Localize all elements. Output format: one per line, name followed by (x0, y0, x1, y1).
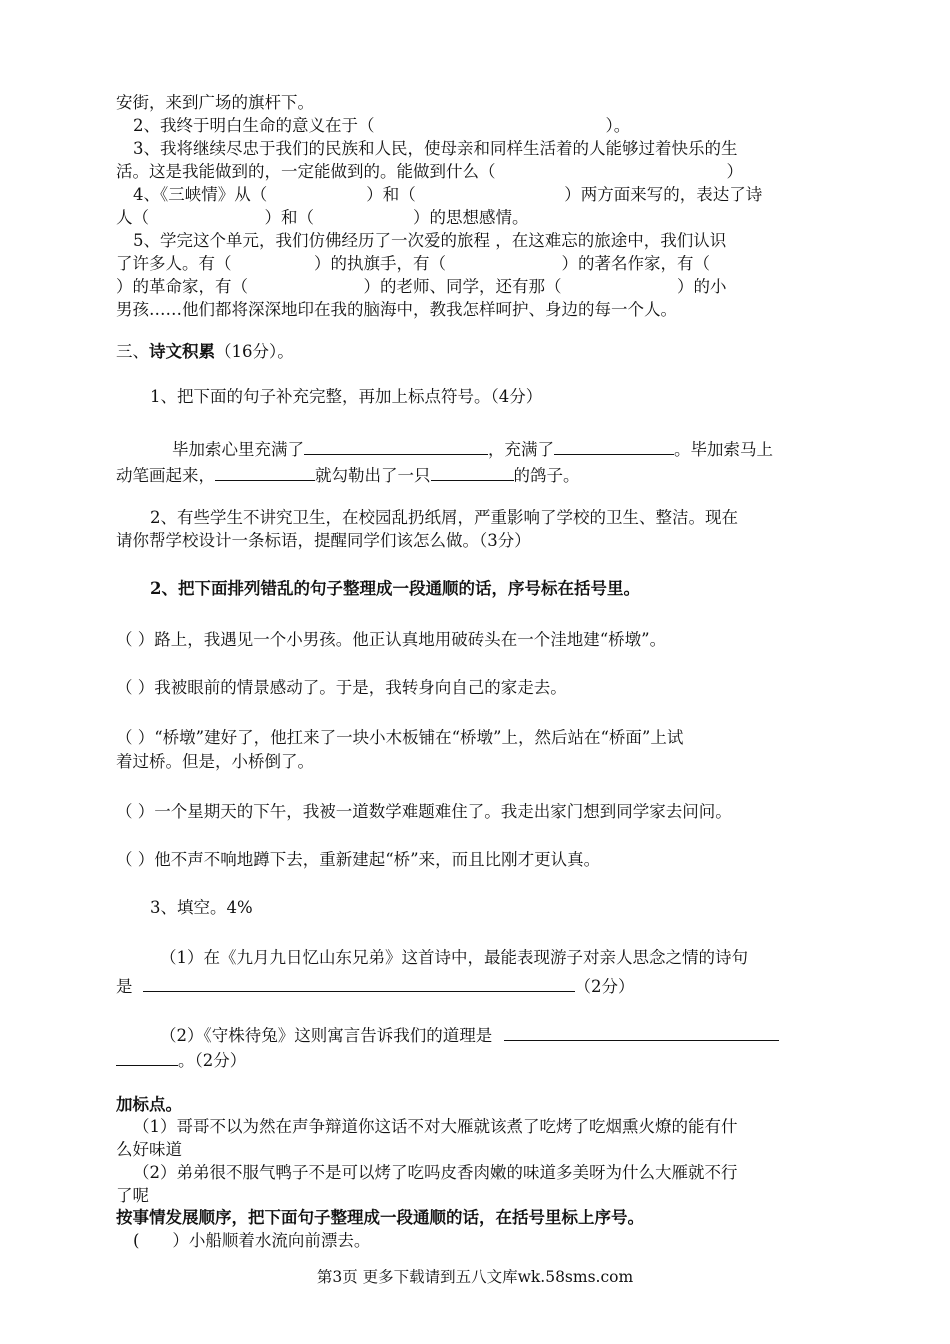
text-line: 安街，来到广场的旗杆下。 (116, 93, 314, 112)
page-footer: 第3页 更多下载请到五八文库wk.58sms.com (316, 1268, 634, 1286)
text-line: 请你帮学校设计一条标语，提醒同学们该怎么做。（3分） (116, 531, 531, 550)
text-line: 了呢 (116, 1186, 149, 1205)
fill-text: 是 (116, 977, 133, 996)
text-line: ）的革命家，有（ ）的老师、同学，还有那（ ）的小 (116, 277, 727, 296)
heading-score: （16分）。 (215, 342, 294, 361)
text-line: 男孩……他们都将深深地印在我的脑海中，教我怎样呵护、身边的每一个人。 (116, 300, 677, 319)
question-3-1: 1、把下面的句子补充完整，再加上标点符号。（4分） (150, 387, 543, 406)
order-sentence: ( ）小船顺着水流向前漂去。 (133, 1231, 371, 1250)
fill-text: （2）《守株待兔》这则寓言告诉我们的道理是 (160, 1026, 493, 1045)
text-line: 人（ ）和（ ）的思想感情。 (116, 208, 529, 227)
fill-text: 。毕加索马上 (674, 440, 773, 459)
fill-line (116, 1047, 246, 1072)
blank-3[interactable] (215, 462, 315, 481)
fill-line (116, 973, 635, 998)
fill-sentence (172, 436, 773, 461)
fill-sentence (116, 462, 580, 487)
question-2-2: 2、我终于明白生命的意义在于（ ）。 (133, 116, 631, 135)
heading-number: 三、 (116, 342, 149, 361)
order-sentence: （ ）我被眼前的情景感动了。于是，我转身向自己的家走去。 (116, 678, 567, 697)
fill-text: ，充满了 (488, 440, 554, 459)
text-line: 么好味道 (116, 1140, 182, 1159)
order-sentence: （ ）他不声不响地蹲下去，重新建起“桥”来，而且比刚才更认真。 (116, 850, 601, 869)
fill-text: 毕加索心里充满了 (172, 440, 304, 459)
question-3-2b: 2、把下面排列错乱的句子整理成一段通顺的话，序号标在括号里。 (150, 579, 640, 598)
question-3-2: 2、有些学生不讲究卫生，在校园乱扔纸屑，严重影响了学校的卫生、整洁。现在 (150, 508, 738, 527)
punctuation-item-1: （1）哥哥不以为然在声争辩道你这话不对大雁就该煮了吃烤了吃烟熏火燎的能有什 (133, 1117, 738, 1136)
order-sentence: （ ）“桥墩”建好了，他扛来了一块小木板铺在“桥墩”上，然后站在“桥面”上试 (116, 728, 684, 747)
question-2-5: 5、学完这个单元，我们仿佛经历了一次爱的旅程 ，在这难忘的旅途中，我们认识 (133, 231, 727, 250)
order-sentence: （ ）路上，我遇见一个小男孩。他正认真地用破砖头在一个洼地建“桥墩”。 (116, 630, 667, 649)
fill-text: （2分） (574, 977, 635, 996)
punctuation-heading: 加标点。 (116, 1095, 182, 1114)
order-sentence-cont: 着过桥。但是，小桥倒了。 (116, 752, 314, 771)
text-line: 活。这是我能做到的，一定能做到的。能做到什么（ ） (116, 162, 743, 181)
blank-7[interactable] (116, 1047, 178, 1066)
fill-text: 就勾勒出了一只 (315, 466, 431, 485)
question-3-3: 3、填空。4% (150, 898, 253, 917)
section-3-heading (116, 341, 294, 363)
fill-text: 。（2分） (178, 1051, 247, 1070)
blank-2[interactable] (554, 436, 674, 455)
blank-4[interactable] (431, 462, 514, 481)
fill-text: 的鸽子。 (513, 466, 580, 485)
order-heading: 按事情发展顺序，把下面句子整理成一段通顺的话，在括号里标上序号。 (116, 1208, 644, 1227)
heading-title: 诗文积累 (149, 342, 215, 361)
order-sentence: （ ）一个星期天的下午，我被一道数学难题难住了。我走出家门想到同学家去问问。 (116, 802, 732, 821)
text-line: 了许多人。有（ ）的执旗手，有（ ）的著名作家，有（ (116, 254, 710, 273)
question-3-3-1: （1）在《九月九日忆山东兄弟》这首诗中，最能表现游子对亲人思念之情的诗句 (160, 948, 748, 967)
question-2-3: 3、我将继续尽忠于我们的民族和人民，使母亲和同样生活着的人能够过着快乐的生 (133, 139, 738, 158)
question-2-4: 4、《三峡情》从（ ）和（ ）两方面来写的，表达了诗 (133, 185, 763, 204)
punctuation-item-2: （2）弟弟很不服气鸭子不是可以烤了吃吗皮香肉嫩的味道多美呀为什么大雁就不行 (133, 1163, 738, 1182)
fill-line (160, 1022, 779, 1047)
blank-1[interactable] (304, 436, 488, 455)
blank-6[interactable] (504, 1022, 779, 1041)
blank-5[interactable] (143, 973, 575, 992)
fill-text: 动笔画起来， (116, 466, 215, 485)
